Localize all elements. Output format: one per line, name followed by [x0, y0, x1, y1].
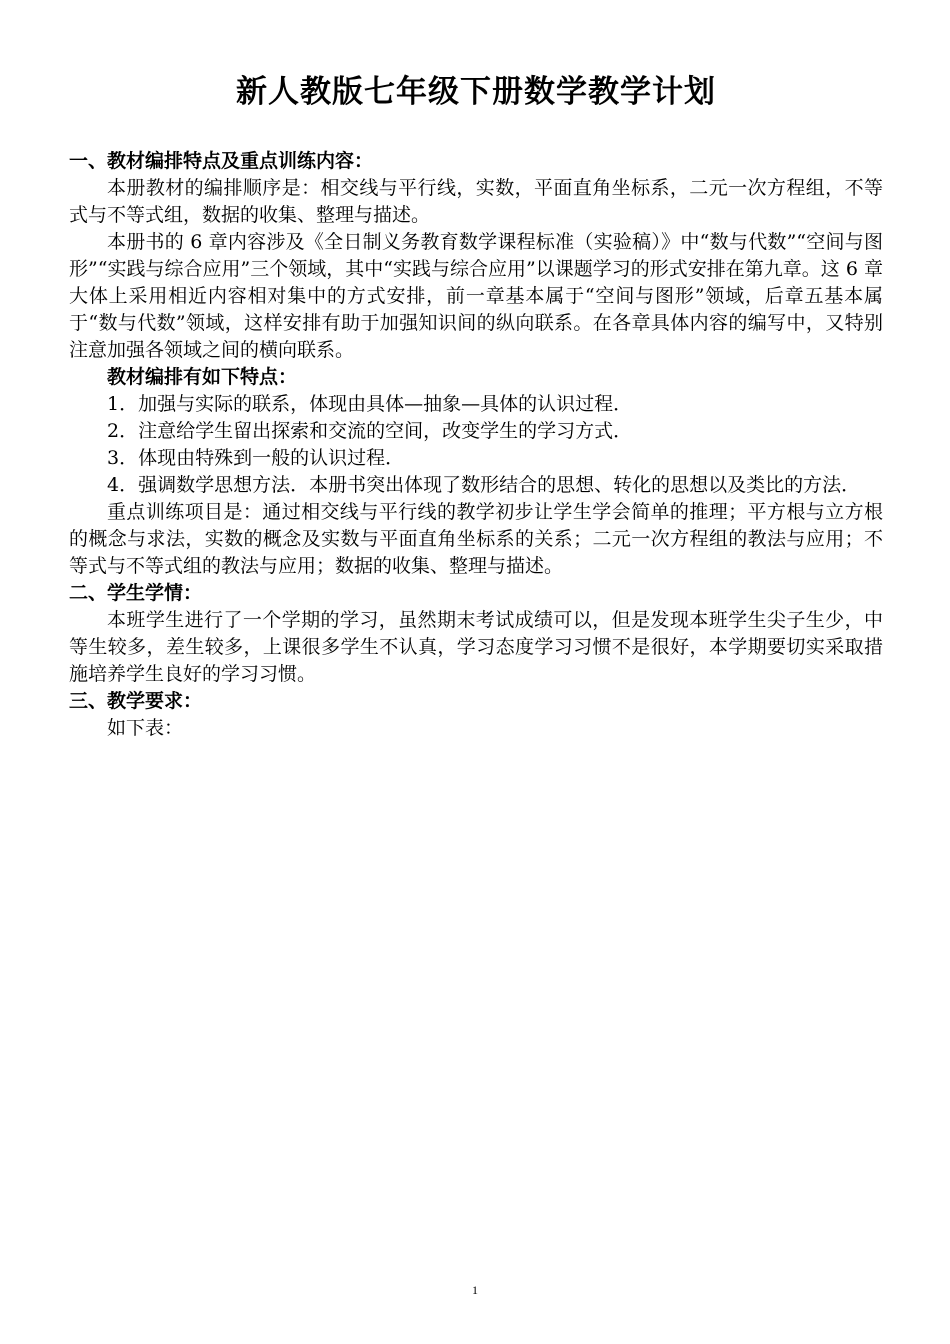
- features-heading: 教材编排有如下特点：: [107, 366, 298, 388]
- feature-item-1: 1．加强与实际的联系，体现由具体—抽象—具体的认识过程．: [107, 393, 633, 415]
- document-title: 新人教版七年级下册数学教学计划: [236, 74, 716, 110]
- feature-item-4: 4．强调数学思想方法．本册书突出体现了数形结合的思想、转化的思想以及类比的方法．: [107, 474, 861, 496]
- feature-item-2: 2．注意给学生留出探索和交流的空间，改变学生的学习方式．: [107, 420, 633, 442]
- section-1-paragraph-1: 本册教材的编排顺序是：相交线与平行线，实数，平面直角坐标系，二元一次方程组，不等式与不等式组，数据的收集、整理与描述。: [69, 177, 883, 226]
- section-3-paragraph-1: 如下表：: [107, 717, 184, 739]
- page-number: 1: [472, 1283, 478, 1297]
- section-2-heading: 二、学生学情：: [69, 582, 203, 604]
- section-1-paragraph-3: 重点训练项目是：通过相交线与平行线的教学初步让学生学会简单的推理；平方根与立方根的概念与求法，实数的概念及实数与平面直角坐标系的关系；二元一次方程组的教法与应用；不等式与不等式组的教法与应用；数据的收集、整理与描述。: [69, 501, 883, 577]
- document-body: [69, 70, 883, 742]
- section-2-paragraph-1: 本班学生进行了一个学期的学习，虽然期末考试成绩可以，但是发现本班学生尖子生少，中等生较多，差生较多，上课很多学生不认真，学习态度学习习惯不是很好，本学期要切实采取措施培养学生良好的学习习惯。: [69, 609, 883, 685]
- section-1-paragraph-2: 本册书的 6 章内容涉及《全日制义务教育数学课程标准（实验稿）》中“数与代数”“空间与图形”“实践与综合应用”三个领域，其中“实践与综合应用”以课题学习的形式安排在第九章。这 6 章大体上采用相近内容相对集中的方式安排，前一章基本属于“空间与图形”领域，后章五基本属于“数与代数”领域，这样安排有助于加强知识间的纵向联系。在各章具体内容的编写中，又特别注意加强各领域之间的横向联系。: [69, 231, 883, 361]
- feature-item-3: 3．体现由特殊到一般的认识过程．: [107, 447, 405, 469]
- section-3-heading: 三、教学要求：: [69, 690, 203, 712]
- section-1-heading: 一、教材编排特点及重点训练内容：: [69, 150, 374, 172]
